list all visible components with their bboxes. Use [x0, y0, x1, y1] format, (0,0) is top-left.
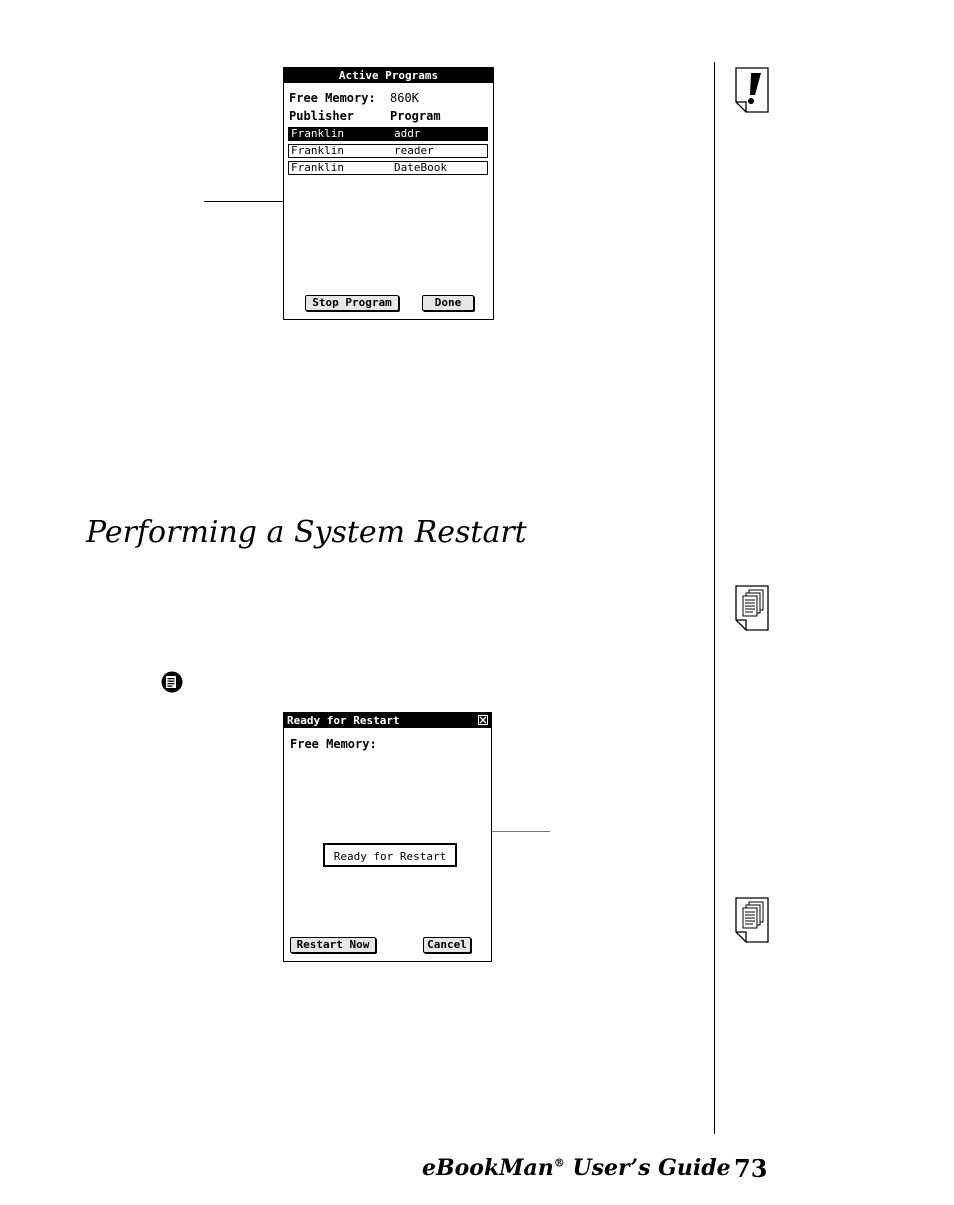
program-row-addr[interactable] — [288, 127, 488, 141]
row-program: reader — [394, 144, 434, 157]
margin-rule — [714, 62, 715, 1134]
menu-icon — [161, 671, 183, 693]
registered-mark: ® — [553, 1156, 565, 1170]
free-memory-value: 860K — [390, 91, 419, 105]
row-publisher: Franklin — [291, 161, 344, 174]
guide-suffix: User’s Guide — [564, 1155, 731, 1181]
stop-program-button[interactable]: Stop Program — [305, 295, 399, 311]
callout-line-active-programs — [204, 201, 284, 202]
restart-title-bar — [284, 713, 491, 728]
row-program: addr — [394, 127, 421, 140]
row-publisher: Franklin — [291, 144, 344, 157]
close-icon[interactable] — [478, 715, 488, 725]
restart-title: Ready for Restart — [287, 714, 400, 727]
row-program: DateBook — [394, 161, 447, 174]
callout-line-restart — [492, 831, 550, 832]
program-row-datebook[interactable] — [288, 161, 488, 175]
done-button[interactable]: Done — [422, 295, 474, 311]
active-programs-screen — [283, 67, 494, 320]
warning-note-icon — [735, 67, 769, 113]
document-note-icon — [735, 897, 769, 943]
guide-name: eBookMan — [422, 1155, 554, 1181]
column-header-publisher: Publisher — [289, 109, 355, 123]
row-publisher: Franklin — [291, 127, 344, 140]
free-memory-label: Free Memory: — [289, 91, 376, 105]
active-programs-title: Active Programs — [338, 69, 439, 82]
page-number: 73 — [734, 1154, 768, 1183]
column-header-program: Program — [390, 109, 441, 123]
restart-message-box — [323, 843, 457, 867]
cancel-button[interactable]: Cancel — [423, 937, 471, 953]
free-memory-label: Free Memory: — [290, 737, 377, 751]
ready-for-restart-screen — [283, 712, 492, 962]
section-heading: Performing a System Restart — [86, 515, 527, 550]
restart-now-button[interactable]: Restart Now — [290, 937, 376, 953]
footer-guide-title — [422, 1155, 731, 1181]
program-row-reader[interactable] — [288, 144, 488, 158]
active-programs-title-bar — [284, 68, 493, 83]
document-note-icon — [735, 585, 769, 631]
restart-message: Ready for Restart — [333, 850, 447, 863]
